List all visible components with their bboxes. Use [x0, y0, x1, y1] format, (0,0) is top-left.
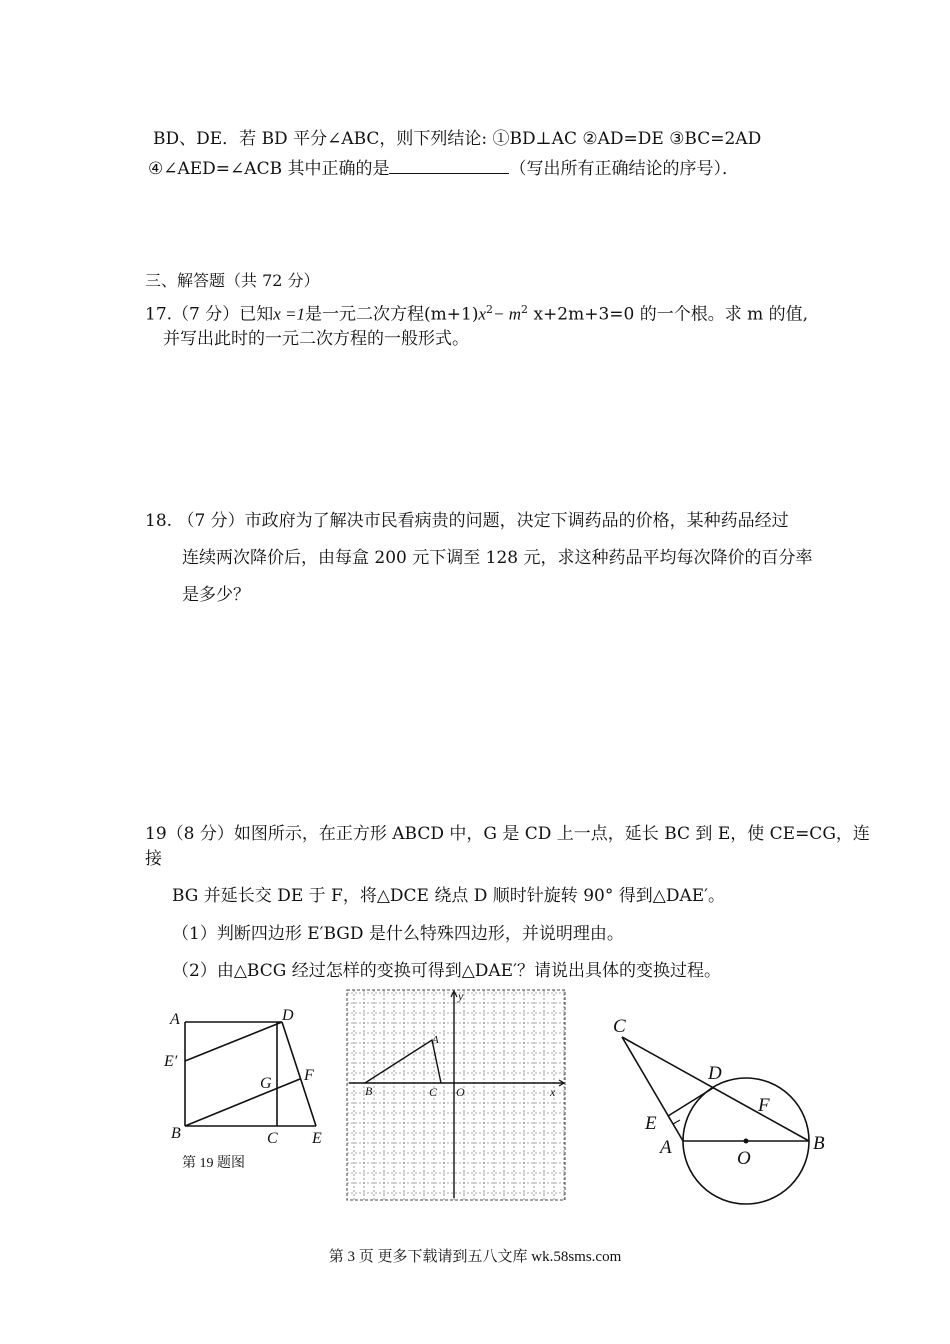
q19-line2: BG 并延长交 DE 于 F，将△DCE 绕点 D 顺时针旋转 90° 得到△DAE′。 [172, 886, 725, 906]
fig3-label-F: F [758, 1095, 770, 1116]
fig-grid [345, 988, 567, 1202]
fig-circle [605, 1012, 845, 1212]
fig1-label-G: G [260, 1075, 272, 1092]
page-footer: 第 3 页 更多下载请到五八文库 wk.58sms.com [328, 1249, 622, 1265]
fig1-label-C: C [267, 1130, 278, 1147]
fig2-label-B: B [365, 1084, 373, 1098]
q17-x2: x [478, 304, 487, 324]
q17-prefix: 17.（7 分）已知 [145, 304, 274, 325]
fig3-label-O: O [737, 1148, 751, 1169]
q17-line1 [145, 299, 808, 326]
fig1-caption: 第 19 题图 [182, 1156, 245, 1171]
q18-line3: 是多少？ [182, 585, 250, 605]
q19-line1b: 接 [145, 849, 162, 869]
section-title: 三、解答题（共 72 分） [145, 271, 320, 290]
fig2-label-x: x [550, 1085, 556, 1099]
seg-BF [185, 1079, 300, 1126]
fig3-label-A: A [660, 1137, 672, 1158]
q19-line1: 19（8 分）如图所示，在正方形 ABCD 中，G 是 CD 上一点，延长 BC 到 E，使 CE=CG，连 [145, 824, 870, 844]
q18-line1: 18. （7 分）市政府为了解决市民看病贵的问题，决定下调药品的价格，某种药品经过 [145, 511, 789, 531]
fig1-label-A: A [170, 1011, 180, 1028]
q18-line2: 连续两次降价后，由每盒 200 元下调至 128 元，求这种药品平均每次降价的百分率 [182, 548, 813, 568]
q17-minus-m: − m [493, 304, 522, 324]
triangle-ABC [365, 1040, 441, 1083]
fig3-label-B: B [813, 1133, 825, 1154]
q17-exp2: 2 [486, 303, 494, 316]
q16-line2-b: （写出所有正确结论的序号）． [509, 159, 739, 179]
fig1-label-D: D [282, 1007, 294, 1024]
q16-line2 [148, 157, 739, 180]
q17-x-eq: x =1 [273, 304, 306, 324]
q17-suffix: x+2m+3=0 的一个根。求 m 的值, [528, 304, 809, 325]
fig1-label-F: F [304, 1067, 314, 1084]
q17-m-exp: 2 [521, 303, 529, 316]
q19-part2: （2）由△BCG 经过怎样的变换可得到△DAE′？请说出具体的变换过程。 [172, 961, 721, 981]
fig3-label-D: D [708, 1063, 722, 1084]
fig2-label-y: y [458, 989, 464, 1003]
center-dot [744, 1139, 749, 1144]
q19-part1: （1）判断四边形 E′BGD 是什么特殊四边形，并说明理由。 [172, 924, 624, 944]
fig3-label-E: E [645, 1113, 657, 1134]
q16-line1: BD、DE．若 BD 平分∠ABC，则下列结论: ①BD⊥AC ②AD=DE ③BC=2AD [153, 129, 762, 149]
fig1-label-E-prime: E′ [164, 1053, 178, 1070]
fig1-label-B: B [171, 1125, 181, 1142]
fig2-label-O: O [456, 1085, 465, 1099]
fig3-label-C: C [613, 1016, 626, 1037]
answer-blank [389, 157, 509, 174]
fig-square [160, 1000, 340, 1180]
q17-mid: 是一元二次方程(m+1) [305, 304, 479, 325]
fig1-label-E: E [312, 1130, 322, 1147]
q17-line2: 并写出此时的一元二次方程的一般形式。 [163, 329, 469, 349]
fig2-label-C: C [429, 1085, 438, 1099]
seg-E-prime-D [185, 1022, 282, 1061]
fig2-label-A: A [432, 1034, 439, 1046]
q16-line2-a: ④∠AED=∠ACB 其中正确的是 [148, 159, 390, 179]
